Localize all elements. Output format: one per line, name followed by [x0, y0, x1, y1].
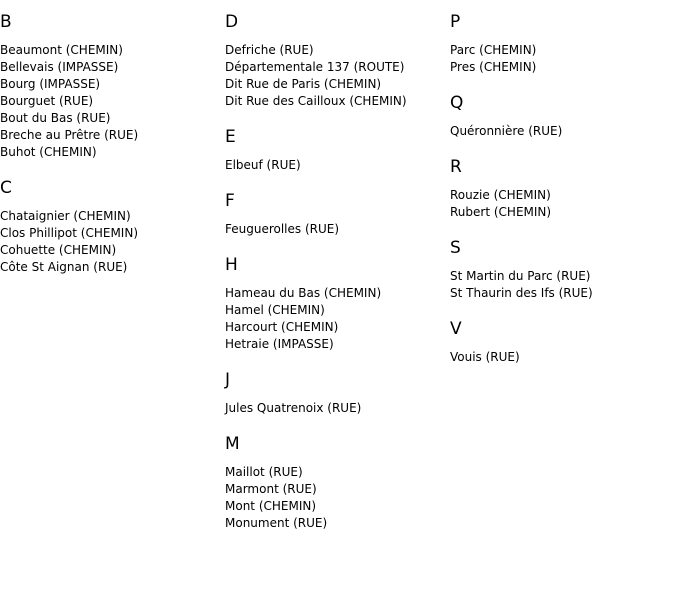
letter-group-v	[450, 319, 670, 366]
street-list	[225, 157, 445, 174]
street-list	[225, 464, 445, 532]
street-link[interactable]: Dit Rue de Paris (CHEMIN)	[225, 77, 382, 91]
letter-group-d	[225, 12, 445, 110]
letter-group-q	[450, 93, 670, 140]
street-link[interactable]: Maillot (RUE)	[225, 465, 303, 479]
street-list	[0, 208, 220, 276]
letter-heading: R	[450, 157, 462, 177]
street-link[interactable]: St Martin du Parc (RUE)	[450, 269, 591, 283]
letter-heading: P	[450, 12, 461, 32]
letter-group-m	[225, 434, 445, 532]
letter-heading: E	[225, 127, 236, 147]
street-column-2	[225, 12, 445, 549]
street-link[interactable]: Parc (CHEMIN)	[450, 43, 537, 57]
street-list	[225, 285, 445, 353]
street-link[interactable]: Defriche (RUE)	[225, 43, 314, 57]
street-link[interactable]: Monument (RUE)	[225, 516, 328, 530]
street-link[interactable]: Bourguet (RUE)	[0, 94, 94, 108]
street-list	[225, 42, 445, 110]
street-link[interactable]: Rouzie (CHEMIN)	[450, 188, 551, 202]
street-link[interactable]: Elbeuf (RUE)	[225, 158, 301, 172]
letter-group-h	[225, 255, 445, 353]
street-link[interactable]: Feuguerolles (RUE)	[225, 222, 340, 236]
street-list	[450, 187, 670, 221]
street-link[interactable]: Bourg (IMPASSE)	[0, 77, 101, 91]
letter-group-b	[0, 12, 220, 161]
street-link[interactable]: Quéronnière (RUE)	[450, 124, 563, 138]
letter-heading: C	[0, 178, 12, 198]
street-list	[450, 123, 670, 140]
street-list	[225, 400, 445, 417]
letter-group-p	[450, 12, 670, 76]
letter-group-e	[225, 127, 445, 174]
street-link[interactable]: Dit Rue des Cailloux (CHEMIN)	[225, 94, 407, 108]
street-link[interactable]: Mont (CHEMIN)	[225, 499, 317, 513]
street-link[interactable]: Cohuette (CHEMIN)	[0, 243, 117, 257]
street-link[interactable]: Chataignier (CHEMIN)	[0, 209, 131, 223]
letter-heading: D	[225, 12, 239, 32]
letter-heading: V	[450, 319, 462, 339]
letter-heading: J	[225, 370, 231, 390]
street-list	[450, 349, 670, 366]
street-list	[225, 221, 445, 238]
letter-group-c	[0, 178, 220, 276]
street-link[interactable]: Jules Quatrenoix (RUE)	[225, 401, 362, 415]
letter-group-r	[450, 157, 670, 221]
letter-heading: Q	[450, 93, 464, 113]
street-link[interactable]: Breche au Prêtre (RUE)	[0, 128, 139, 142]
street-link[interactable]: Hameau du Bas (CHEMIN)	[225, 286, 382, 300]
street-column-3	[450, 12, 670, 383]
street-link[interactable]: Marmont (RUE)	[225, 482, 317, 496]
letter-group-j	[225, 370, 445, 417]
street-link[interactable]: Harcourt (CHEMIN)	[225, 320, 339, 334]
letter-group-f	[225, 191, 445, 238]
street-link[interactable]: Rubert (CHEMIN)	[450, 205, 552, 219]
letter-heading: F	[225, 191, 235, 211]
letter-heading: M	[225, 434, 240, 454]
letter-heading: H	[225, 255, 238, 275]
street-link[interactable]: Côte St Aignan (RUE)	[0, 260, 128, 274]
street-link[interactable]: St Thaurin des Ifs (RUE)	[450, 286, 593, 300]
street-column-1	[0, 12, 220, 293]
street-link[interactable]: Beaumont (CHEMIN)	[0, 43, 123, 57]
street-link[interactable]: Vouis (RUE)	[450, 350, 520, 364]
letter-heading: B	[0, 12, 12, 32]
street-link[interactable]: Clos Phillipot (CHEMIN)	[0, 226, 138, 240]
street-list	[450, 268, 670, 302]
street-link[interactable]: Pres (CHEMIN)	[450, 60, 537, 74]
street-list	[0, 42, 220, 161]
letter-heading: S	[450, 238, 461, 258]
street-link[interactable]: Départementale 137 (ROUTE)	[225, 60, 405, 74]
letter-group-s	[450, 238, 670, 302]
street-link[interactable]: Hamel (CHEMIN)	[225, 303, 325, 317]
street-link[interactable]: Bellevais (IMPASSE)	[0, 60, 119, 74]
street-link[interactable]: Hetraie (IMPASSE)	[225, 337, 334, 351]
street-link[interactable]: Bout du Bas (RUE)	[0, 111, 111, 125]
street-list	[450, 42, 670, 76]
street-link[interactable]: Buhot (CHEMIN)	[0, 145, 97, 159]
